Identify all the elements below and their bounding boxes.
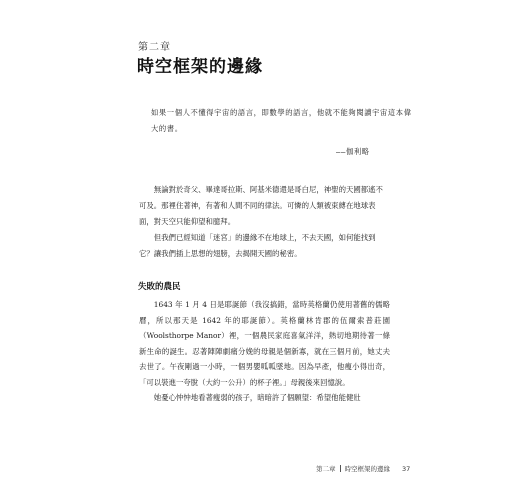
section-heading: 失敗的農民 — [138, 282, 181, 292]
footer-divider — [340, 465, 341, 472]
section-body — [139, 297, 390, 406]
page-footer — [316, 464, 410, 473]
body-paragraph: 她憂心忡忡地看著瘦弱的孩子，暗暗許了個願望：希望他能健壯 — [153, 393, 361, 402]
intro-paragraph: 無論對於奇父、畢達哥拉斯、阿基米德還是哥白尼，神聖的天國都遙不可及。那裡住著神，有著和人間不同的律法。可憐的人類被束縛在地球表面，對天空只能仰望和臆拜。 — [139, 185, 383, 226]
body-paragraph: 1643 年 1 月 4 日是耶誕節（我沒搞錯，當時英格蘭仍使用著舊的儒略曆，所以那天是 1642 年的耶誕節）。英格蘭林肯郡的伍爾索普莊園（Woolsthorpe Manor）裡，一個農民家庭喜氣洋洋，熱切地期待著一條新生命的誕生。忍著陣陣劇痛分娩的母親是個新寡，就在三個月前，她丈夫去世了。午夜剛過一小時，一個男嬰呱呱墜地。因為早產，他瘦小得出奇，「可以裝進一夸脫（大約一公升）的杯子裡。」母親後來回憶說。 — [139, 300, 390, 387]
intro-text — [139, 182, 384, 262]
chapter-label: 第二章 — [138, 42, 171, 53]
chapter-title: 時空框架的邊緣 — [137, 57, 263, 77]
footer-title: 時空框架的邊緣 — [344, 465, 390, 473]
footer-chapter: 第二章 — [316, 465, 336, 473]
epigraph-author: ——伽利略 — [336, 147, 370, 156]
epigraph-quote: 如果一個人不懂得宇宙的語言，即數學的語言，他就不能夠閱讀宇宙這本偉大的書。 — [151, 108, 412, 133]
page-number: 37 — [402, 465, 411, 473]
intro-paragraph: 但我們已經知道「迷宮」的邊緣不在地球上，不去天國，如何能找到它？讓我們插上思想的翅膀，去揭開天國的秘密。 — [139, 233, 376, 258]
